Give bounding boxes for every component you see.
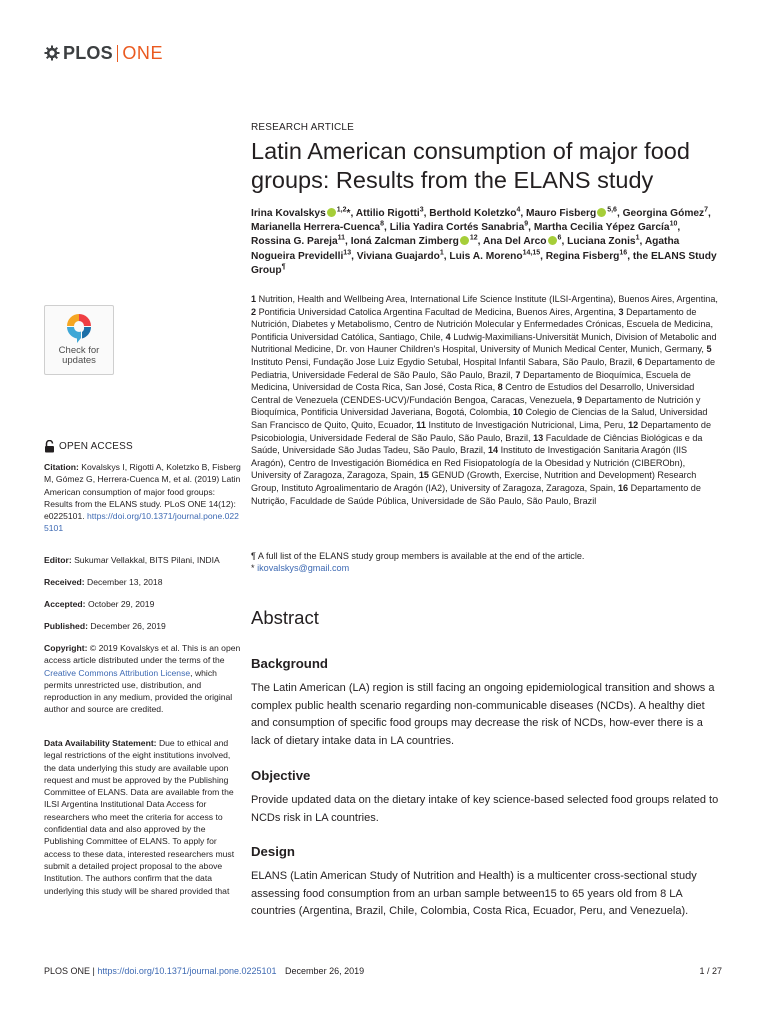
affiliation-text: Nutrition, Health and Wellbeing Area, International Life Science Institute (ILSI-Argentina), Buenos Aires, Argentina, (256, 294, 718, 304)
objective-heading: Objective (251, 768, 311, 783)
affiliation-number: 1 (251, 294, 257, 304)
author-affiliation-sup: 16 (619, 249, 628, 257)
author-name (390, 222, 528, 233)
affiliation-number: 10 (512, 407, 523, 418)
author-name (251, 222, 384, 233)
author-name-text: Rossina G. Pareja (251, 236, 338, 248)
copyright-block (44, 642, 242, 716)
page-number: 1 / 27 (699, 966, 722, 976)
author-name-text: Martha Cecilia Yépez García (533, 222, 670, 234)
check-updates-line1: Check for (58, 345, 100, 356)
design-text: ELANS (Latin American Study of Nutrition and Health) is a multicenter cross-sectional study assessing food consumption from an urban sample between15 to 65 years old from 8 LA countries (Argentina, Brazil, Chile, Colombia, Costa Rica, Ecuador, Peru, and Venezuela). (251, 870, 697, 917)
copyright-label: Copyright: (44, 643, 88, 653)
affiliation-number: 13 (533, 432, 544, 443)
objective-text: Provide updated data on the dietary intake of key science-based selected food groups related to NCDs risk in LA countries. (251, 794, 719, 824)
editor-label: Editor: (44, 555, 72, 565)
author-name-text: Luciana Zonis (567, 236, 636, 248)
author-name (251, 208, 350, 219)
affiliation-number: 16 (617, 482, 629, 493)
orcid-icon[interactable] (548, 236, 557, 245)
author-name-text: Lilia Yadira Cortés Sanabria (389, 222, 525, 234)
affiliation-text: Colegio de Ciencias de la Salud, Universidad San Francisco de Quito, Quito, Ecuador, (251, 407, 708, 430)
received-label: Received: (44, 577, 85, 587)
affiliation-item (251, 307, 616, 317)
affiliation-number: 4 (445, 331, 451, 342)
affiliation-number: 6 (637, 356, 643, 367)
group-note: ¶ A full list of the ELANS study group members is available at the end of the article. (251, 551, 585, 561)
author-name-text: Marianella Herrera-Cuenca (251, 222, 381, 234)
logo-plos-text: PLOS (63, 42, 113, 63)
author-affiliation-sup: 10 (669, 220, 678, 228)
author-name (526, 208, 617, 219)
abstract-heading: Abstract (251, 607, 319, 628)
copyright-text-post: , which permits unrestricted use, distribution, and reproduction in any medium, provided the original author and source are credited. (44, 667, 233, 715)
author-name-text: Georgina Gómez (622, 208, 705, 219)
author-affiliation-sup: 1 (439, 249, 444, 257)
affiliation-number: 15 (418, 470, 429, 481)
email-note (251, 562, 721, 574)
affiliation-text: Departamento de Nutrición y Bioquímica, Pontificia Universidad Javeriana, Bogotá, Colombia, (251, 394, 701, 418)
author-name (449, 251, 540, 262)
affiliation-number: 14 (487, 445, 499, 456)
article-type: RESEARCH ARTICLE (251, 122, 355, 133)
author-name-text: Ana Del Arco (482, 236, 547, 248)
received-value: December 13, 2018 (87, 577, 163, 587)
affiliation-text: Pontificia Universidad Catolica Argentina Facultad de Medicina, Buenos Aires, Argentina, (256, 306, 616, 317)
published-label: Published: (44, 621, 88, 631)
author-name (483, 236, 562, 247)
das-label: Data Availability Statement: (44, 738, 157, 748)
cc-license-link[interactable]: Creative Commons Attribution License (44, 667, 191, 678)
open-access-label (44, 440, 133, 453)
author-name-text: Irina Kovalskys (251, 208, 326, 219)
author-name-text: the ELANS Study Group (251, 250, 717, 276)
citation-text: Kovalskys I, Rigotti A, Koletzko B, Fisberg M, Gómez G, Herrera-Cuenca M, et al. (2019) Latin American consumption of major food groups: Results from the ELANS study. PLoS ONE 14(12): e0225101. (44, 462, 241, 522)
data-availability-block (44, 737, 242, 897)
affiliation-number: 3 (618, 306, 624, 317)
affiliation-text: Centro de Estudios del Desarrollo, Universidad Central de Venezuela (CENDES-UCV)/Fundación Bengoa, Caracas, Venezuela, (251, 382, 695, 405)
open-lock-icon (44, 440, 55, 453)
author-name (567, 236, 639, 247)
citation-label: Citation: (44, 462, 79, 472)
published-value: December 26, 2019 (90, 621, 166, 631)
author-list: Irina Kovalskys $^{1,2}$*, Attilio Rigotti$^3$, Berthold Koletzko$^4$, Mauro Fisberg $^{5,6}$, Georgina Gómez$^7$, Marianella Herrera-Cuenca$^8$, Lilia Yadira Cortés Sanabria$^9$, Martha Cecilia Yépez García$^{10}$, Rossina G. Pareja$^{11}$, Ioná Zalcman Zimberg $^{12}$, Ana Del Arco $^6$, Luciana Zonis$^1$, Agatha Nogueira Previdelli$^{13}$, Viviana Guajardo$^1$, Luis A. Moreno$^{14,15}$, Regina Fisberg$^{16}$, the ELANS Study Group¶ (251, 206, 717, 276)
affiliation-item (416, 420, 625, 430)
background-text: The Latin American (LA) region is still facing an ongoing epidemiological transition and shows a complex public health scenario regarding non-communicable diseases (NCDs). A healthy diet and consumption of specific food groups may decrease the risk of NCDs, how-ever there is a lack of dietary intake data in LA countries. (251, 682, 715, 747)
author-name (351, 236, 478, 247)
affiliation-text: Faculdade de Ciências Biológicas e da Saúde, Universidade São Judas Tadeu, São Paulo, Brazil, (251, 432, 703, 456)
author-name-text: Ioná Zalcman Zimberg (350, 236, 459, 248)
affiliation-text: Instituto de Investigación Sanitaria Aragón (IIS Aragón), Centro de Investigación Biomédica en Red Fisiopatología de la Obesidad y Nutrición (CIBERObn), University of Zaragoza, Zaragoza, Spain, (251, 445, 688, 481)
corresponding-email-link[interactable]: ikovalskys@gmail.com (257, 563, 350, 574)
plos-gear-icon (44, 45, 60, 61)
author-name (356, 208, 424, 219)
affiliation-text: Departamento de Psicobiologia, Universidade Federal de São Paulo, São Paulo, Brazil, (251, 419, 712, 443)
author-notes (251, 550, 721, 575)
das-text: Due to ethical and legal restrictions of the eight institutions involved, the data underlying this study are available upon request and must be approved by the Publishing Committee of ELANS. Data are available from the ILSI Argentina Institutional Data Access for researchers who meet the criteria for access to confidential data and also approved by the Publishing Committee of ELANS. To apply for access to these data, interested researchers must submit a detailed project proposal to the above Institution. The authors confirm that the data underlying this study will be shared provided that (44, 738, 235, 896)
check-updates-line2: updates (62, 355, 96, 366)
affiliation-number: 9 (577, 394, 583, 405)
citation-doi-link[interactable]: https://doi.org/10.1371/journal.pone.0225101 (44, 511, 239, 534)
author-name-text: Berthold Koletzko (429, 208, 517, 219)
author-name (623, 208, 708, 219)
copyright-text: © 2019 Kovalskys et al. This is an open access article distributed under the terms of the (44, 643, 241, 666)
author-name (251, 236, 345, 247)
author-affiliation-sup: 8 (380, 220, 385, 228)
author-affiliation-sup: 14,15 (522, 249, 541, 257)
author-name-text: Regina Fisberg (545, 250, 620, 262)
author-affiliation-sup: 1 (635, 235, 640, 243)
design-heading: Design (251, 844, 295, 859)
check-for-updates-badge[interactable] (44, 305, 114, 375)
affiliation-number: 5 (706, 344, 712, 355)
affiliation-number: 12 (628, 419, 639, 430)
affiliation-number: 2 (251, 306, 257, 317)
corresponding-author-mark: * (346, 208, 351, 219)
affiliation-text: Departamento de Bioquímica, Escuela de Medicina, Universidad de Costa Rica, San José, Costa Rica, (251, 369, 691, 393)
affiliation-item (251, 294, 718, 304)
affiliation-text: Departamento de Pediatria, Universidade Federal de São Paulo, São Paulo, Brazil, (251, 356, 716, 380)
author-affiliation-sup: 9 (524, 220, 529, 228)
author-affiliation-sup: 4 (516, 206, 521, 214)
citation-block (44, 461, 242, 535)
author-affiliation-sup: 13 (343, 249, 352, 257)
orcid-icon[interactable] (327, 208, 336, 217)
affiliation-text: Departamento de Nutrição, Faculdade de Saúde Pública, Universidade de São Paulo, São Paulo, Brazil (251, 482, 701, 506)
affiliation-text: GENUD (Growth, Exercise, Nutrition and Development) Research Group, Instituto Agroalimentario de Aragón (IA2), University of Zaragoza, Zaragoza, Spain, (251, 470, 697, 493)
orcid-icon[interactable] (460, 236, 469, 245)
author-name (546, 251, 627, 262)
author-affiliation-sup: 7 (704, 206, 709, 214)
published-line (44, 620, 242, 632)
footer-journal: PLOS ONE | (44, 966, 95, 976)
accepted-label: Accepted: (44, 599, 86, 609)
affiliation-number: 11 (416, 419, 426, 430)
author-name-text: Mauro Fisberg (526, 208, 597, 219)
author-affiliation-sup: 1,2 (336, 206, 347, 214)
author-name-text: Luis A. Moreno (449, 250, 523, 262)
background-heading: Background (251, 656, 328, 671)
plos-one-logo (44, 42, 163, 64)
affiliation-text: Instituto Pensi, Fundação Jose Luiz Egydio Setubal, Hospital Infantil Sabara, São Paulo, Brazil, (251, 356, 635, 367)
author-name-text: Viviana Guajardo (356, 250, 440, 262)
affiliation-text: Departamento de Nutrición, Diabetes y Metabolismo, Centro de Nutrición Molecular y Enfermedades Crónicas, Escuela de Medicina, Pontificia Universidad Católica, Santiago, Chile, (251, 306, 713, 342)
editor-value: Sukumar Vellakkal, BITS Pilani, INDIA (74, 555, 220, 565)
author-name (534, 222, 678, 233)
author-affiliation-sup: 3 (419, 206, 424, 214)
footer-doi-link[interactable]: https://doi.org/10.1371/journal.pone.0225101 (97, 966, 277, 976)
email-mark: * (251, 563, 255, 574)
author-name (357, 251, 444, 262)
footer-date: December 26, 2019 (285, 966, 365, 976)
affiliation-number: 7 (515, 369, 521, 380)
author-name (429, 208, 520, 219)
author-affiliation-sup: ¶ (281, 263, 286, 271)
page-footer (44, 966, 722, 976)
editor-line (44, 554, 242, 566)
affiliation-text: Ludwig-Maximilians-Universität Munich, Division of Metabolic and Nutritional Medicine, Dr. von Hauner Children's Hospital, University of Munich Medical Center, Munich, Germany, (251, 331, 717, 355)
received-line (44, 576, 242, 588)
author-name-text: Agatha Nogueira Previdelli (251, 236, 680, 262)
affiliation-number: 8 (497, 382, 503, 393)
logo-divider (117, 45, 119, 62)
affiliations (251, 293, 721, 507)
accepted-line (44, 598, 242, 610)
orcid-icon[interactable] (597, 208, 606, 217)
author-affiliation-sup: 5,6 (607, 206, 617, 214)
accepted-value: October 29, 2019 (87, 599, 155, 609)
article-title: Latin American consumption of major food groups: Results from the ELANS study (251, 138, 690, 193)
author-affiliation-sup: 12 (469, 235, 478, 243)
crossmark-icon (64, 312, 94, 344)
open-access-text: OPEN ACCESS (59, 441, 133, 452)
logo-one-text: ONE (122, 42, 164, 63)
affiliation-text: Instituto de Investigación Nutricional, Lima, Peru, (425, 419, 626, 430)
author-affiliation-sup: 6 (557, 235, 562, 243)
author-affiliation-sup: 11 (337, 235, 346, 243)
author-name-text: Attilio Rigotti (355, 208, 420, 219)
